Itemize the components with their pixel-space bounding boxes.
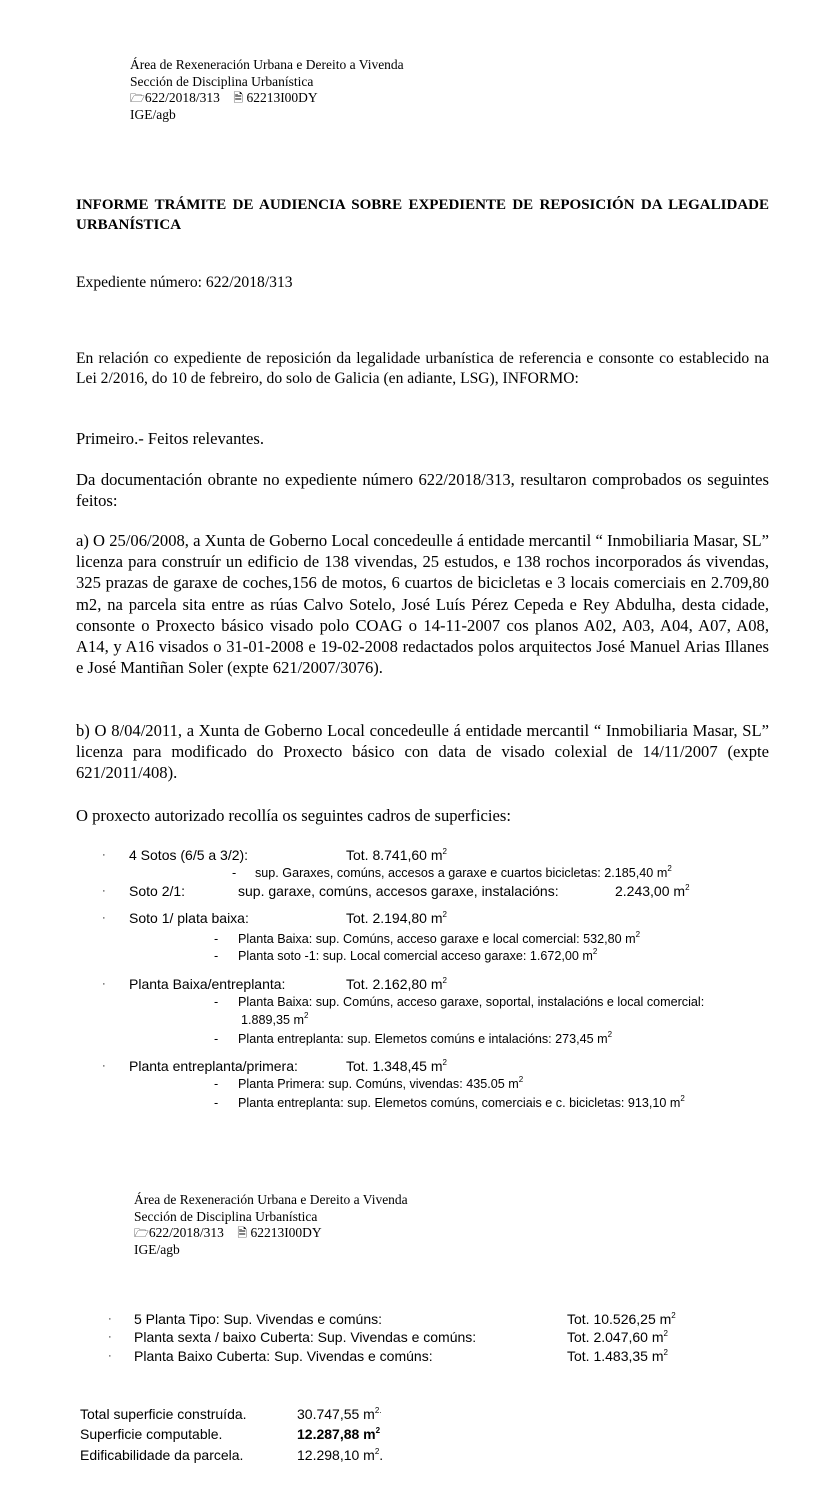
row-sub: sup. Garaxes, comúns, accesos a garaxe e cuartos bicicletas: 2.185,40 $m^2$	[255, 864, 672, 880]
row-label: Soto 2/1:	[129, 883, 186, 899]
bullet: ·	[102, 1060, 106, 1072]
initials: IGE/agb	[134, 1241, 180, 1257]
paragraph-a: a) O 25/06/2008, a Xunta de Goberno Local concedeulle á entidade mercantil “ Inmobiliaria Masar, SL” licenza para construír un edificio de 138 vivendas, 25 estudos, e 138 rochos incorporados ás vivendas, 325 prazas de garaxe de coches,156 de motos, 6 cuartos de bicicletas e 3 locais comerciais en 2.709,80 m2, na parcela sita entre as rúas Calvo Sotelo, José Luís Pérez Cepeda e Rey Abdulha, desta cidade, consonte o Proxecto básico visado polo COAG o 14-11-2007 cos planos A02, A03, A04, A07, A08, A14, y A16 visados o 31-01-2008 e 19-02-2008 redactados polos arquitectos José Manuel Arias Illanes e José Mantiñan Soler (expte 621/2007/3076).	[76, 531, 769, 678]
doc-code: 62213I00DY	[250, 1225, 322, 1240]
bullet: ·	[102, 912, 106, 924]
section-name: Sección de Disciplina Urbanística	[130, 73, 314, 89]
total-built-value: 30.747,55 $m^{2.}$	[297, 1406, 382, 1422]
row-sub: Planta Baixa: sup. Comúns, acceso garaxe e local comercial: 532,80 $m^2$	[238, 930, 641, 946]
row-label: Planta sexta / baixo Cuberta: Sup. Vivendas e comúns:	[134, 1329, 477, 1345]
dash: -	[214, 932, 219, 946]
paragraph-cadros: O proxecto autorizado recollía os seguintes cadros de superficies:	[76, 806, 511, 825]
row-sub: Planta soto -1: sup. Local comercial acceso garaxe: 1.672,00 $m^2$	[238, 947, 598, 963]
row-total: Tot. 2.162,80 $m^2$	[346, 976, 447, 992]
row-total: Tot. 2.194,80 $m^2$	[346, 910, 447, 926]
reference-line	[134, 1225, 408, 1242]
bullet: ·	[102, 849, 106, 861]
dash: -	[214, 1077, 219, 1091]
row-label: Planta Baixa/entreplanta:	[129, 976, 286, 992]
buildability-label: Edificabilidade da parcela.	[80, 1447, 244, 1463]
computable-value: 12.287,88 $m^2$	[297, 1426, 381, 1442]
row-label: 4 Sotos (6/5 a 3/2):	[129, 847, 249, 863]
row-desc: sup. garaxe, comúns, accesos garaxe, instalacións:	[238, 883, 559, 899]
paragraph-b: b) O 8/04/2011, a Xunta de Goberno Local concedeulle á entidade mercantil “ Inmobiliaria Masar, SL” licenza para modificado do Proxecto básico con data de visado colexial de 14/11/2007 (expte 621/2011/408).	[76, 721, 769, 783]
document-icon: 🗎	[237, 1226, 248, 1240]
row-sub: Planta entreplanta: sup. Elemetos comúns, comerciais e c. bicicletas: 913,10 $m^2$	[238, 1094, 685, 1110]
section-heading: Primeiro.- Feitos relevantes.	[76, 429, 265, 448]
row-sub: Planta entreplanta: sup. Elemetos comúns e intalacións: 273,45 $m^2$	[238, 1030, 613, 1046]
row-sub: Planta Baixa: sup. Comúns, acceso garaxe, soportal, instalacións e local comercial:	[238, 995, 705, 1009]
department-name: Área de Rexeneración Urbana e Dereito a Vivenda	[134, 1192, 408, 1207]
file-ref: 622/2018/313	[148, 1225, 224, 1240]
row-label: Soto 1/ plata baixa:	[129, 910, 249, 926]
expediente-number: Expediente número: 622/2018/313	[76, 274, 293, 291]
section-name: Sección de Disciplina Urbanística	[134, 1208, 318, 1224]
dash: -	[232, 866, 237, 880]
row-total: Tot. 1.348,45 $m^2$	[346, 1058, 447, 1074]
row-total: Tot. 2.047,60 $m^2$	[567, 1329, 668, 1345]
paragraph-documentation: Da documentación obrante no expediente número 622/2018/313, resultaron comprobados os seguintes feitos:	[76, 470, 769, 511]
bullet: ·	[108, 1313, 112, 1325]
row-sub: Planta Primera: sup. Comúns, vivendas: 435.05 $m^2$	[238, 1075, 524, 1091]
document-icon: 🗎	[233, 91, 244, 105]
total-built-label: Total superficie construída.	[80, 1406, 247, 1422]
doc-code: 62213I00DY	[246, 90, 318, 105]
dash: -	[214, 949, 219, 963]
row-label: Planta entreplanta/primera:	[129, 1058, 298, 1074]
row-label: 5 Planta Tipo: Sup. Vivendas e comúns:	[134, 1311, 383, 1327]
reference-line	[130, 90, 404, 107]
row-total: Tot. 10.526,25 $m^2$	[567, 1311, 676, 1327]
dash: -	[214, 1096, 219, 1110]
report-title: INFORME TRÁMITE DE AUDIENCIA SOBRE EXPEDIENTE DE REPOSICIÓN DA LEGALIDADE URBANÍSTICA	[76, 197, 769, 233]
letterhead-page2	[134, 1192, 408, 1258]
bullet: ·	[108, 1331, 112, 1343]
row-sub-cont: 1.889,35 $m^2$	[241, 1011, 309, 1027]
row-label: Planta Baixo Cuberta: Sup. Vivendas e comúns:	[134, 1348, 433, 1364]
row-value: 2.243,00 $m^2$	[615, 883, 690, 899]
file-ref: 622/2018/313	[144, 90, 220, 105]
bullet: ·	[102, 885, 106, 897]
dash: -	[214, 1032, 219, 1046]
intro-paragraph: En relación co expediente de reposición da legalidade urbanística de referencia e consonte co establecido na Lei 2/2016, do 10 de febreiro, do solo de Galicia (en adiante, LSG), INFORMO:	[76, 350, 769, 387]
folder-icon: 🗁	[134, 1226, 149, 1240]
initials: IGE/agb	[130, 106, 176, 122]
row-total: Tot. 1.483,35 $m^2$	[567, 1348, 668, 1364]
computable-label: Superficie computable.	[80, 1426, 223, 1442]
dash: -	[214, 995, 219, 1009]
letterhead-top	[130, 57, 404, 123]
bullet: ·	[102, 978, 106, 990]
folder-icon: 🗁	[130, 91, 145, 105]
department-name: Área de Rexeneración Urbana e Dereito a Vivenda	[130, 57, 404, 72]
row-total: Tot. 8.741,60 $m^2$	[346, 847, 447, 863]
bullet: ·	[108, 1350, 112, 1362]
buildability-value: 12.298,10 $m^2$.	[297, 1447, 384, 1463]
